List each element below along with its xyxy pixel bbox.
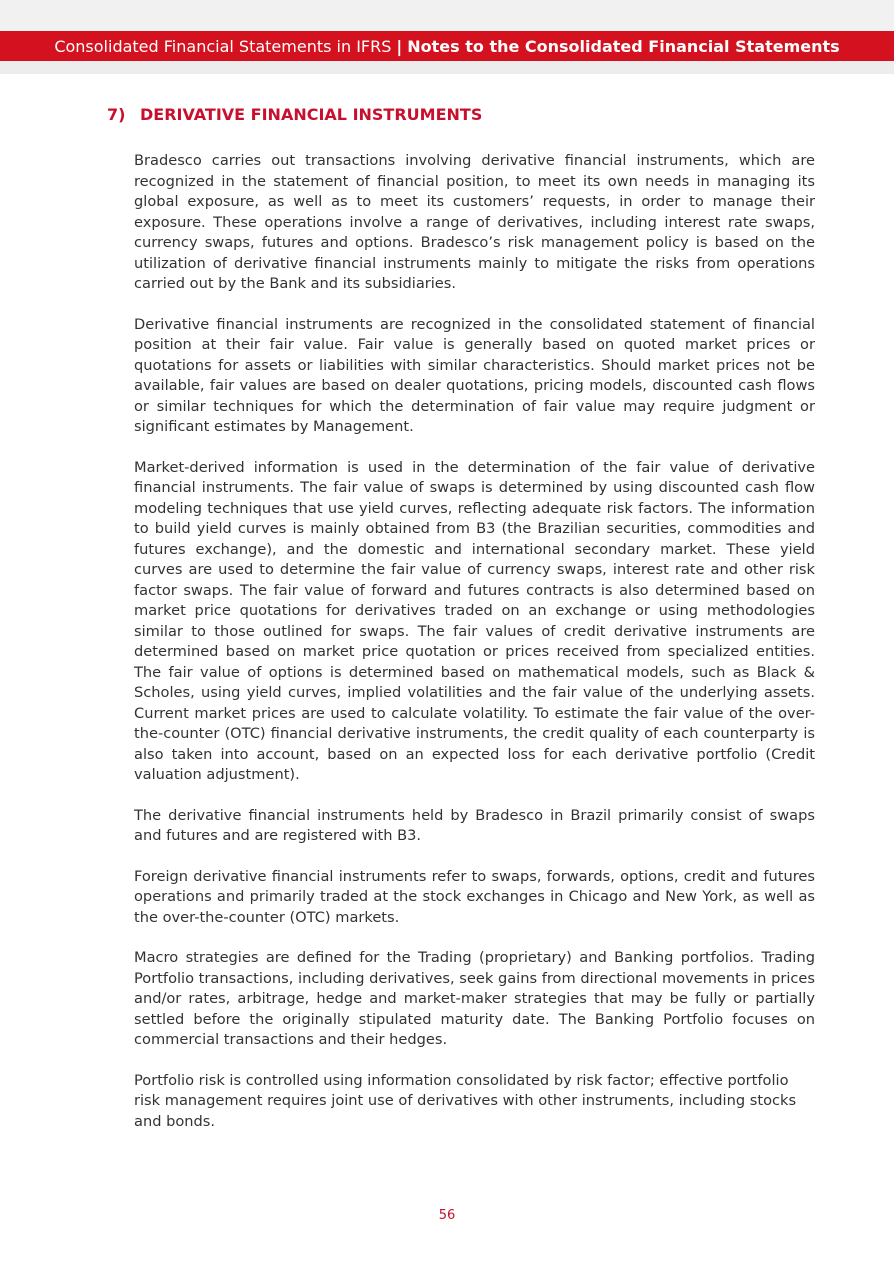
body-content (134, 151, 815, 1152)
page-number: 56 (438, 1208, 456, 1223)
header-right-text: Notes to the Consolidated Financial Statements (407, 36, 840, 56)
paragraph-7: Portfolio risk is controlled using information consolidated by risk factor; effective portfolio risk management requires joint use of derivatives with other instruments, including stocks and bonds. (134, 1071, 797, 1130)
paragraph-5: Foreign derivative financial instruments refer to swaps, forwards, options, credit and futures operations and primarily traded at the stock exchanges in Chicago and New York, as well as the over-the-counter (OTC) markets. (134, 867, 815, 926)
section-heading (107, 105, 482, 124)
header-separator: | (396, 36, 403, 56)
paragraph-2: Derivative financial instruments are recognized in the consolidated statement of financial position at their fair value. Fair value is generally based on quoted market prices or quotations for assets or liabilities with similar characteristics. Should market prices not be available, fair values are based on dealer quotations, pricing models, discounted cash flows or similar techniques for which the determination of fair value may require judgment or significant estimates by Management. (134, 315, 815, 435)
header-banner (0, 31, 894, 61)
paragraph-6: Macro strategies are defined for the Trading (proprietary) and Banking portfolios. Trading Portfolio transactions, including derivatives, seek gains from directional movements in prices and/or rates, arbitrage, hedge and market-maker strategies that may be fully or partially settled before the originally stipulated maturity date. The Banking Portfolio focuses on commercial transactions and their hedges. (134, 949, 815, 1048)
section-number: 7) (107, 105, 126, 124)
paragraph-3: Market-derived information is used in the determination of the fair value of derivative financial instruments. The fair value of swaps is determined by using discounted cash flow modeling techniques that use yield curves, reflecting adequate risk factors. The information to build yield curves is mainly obtained from B3 (the Brazilian securities, commodities and futures exchange), and the domestic and international secondary market. These yield curves are used to determine the fair value of currency swaps, interest rate and other risk factor swaps. The fair value of forward and futures contracts is also determined based on market price quotations for derivatives traded on an exchange or using methodologies similar to those outlined for swaps. The fair values of credit derivative instruments are determined based on market price quotation or prices received from specialized entities. The fair value of options is determined based on mathematical models, such as Black & Scholes, using yield curves, implied volatilities and the fair value of the underlying assets. Current market prices are used to calculate volatility. To estimate the fair value of the over-the-counter (OTC) financial derivative instruments, the credit quality of each counterparty is also taken into account, based on an expected loss for each derivative portfolio (Credit valuation adjustment). (134, 458, 815, 783)
banner-shadow (0, 61, 894, 74)
top-strip (0, 0, 894, 31)
section-title: DERIVATIVE FINANCIAL INSTRUMENTS (140, 105, 483, 124)
paragraph-4: The derivative financial instruments held by Bradesco in Brazil primarily consist of swaps and futures and are registered with B3. (134, 806, 815, 844)
header-left-text: Consolidated Financial Statements in IFRS (54, 36, 392, 56)
paragraph-1: Bradesco carries out transactions involving derivative financial instruments, which are recognized in the statement of financial position, to meet its own needs in managing its global exposure, as well as to meet its customers’ requests, in order to manage their exposure. These operations involve a range of derivatives, including interest rate swaps, currency swaps, futures and options. Bradesco’s risk management policy is based on the utilization of derivative financial instruments mainly to mitigate the risks from operations carried out by the Bank and its subsidiaries. (134, 152, 815, 292)
